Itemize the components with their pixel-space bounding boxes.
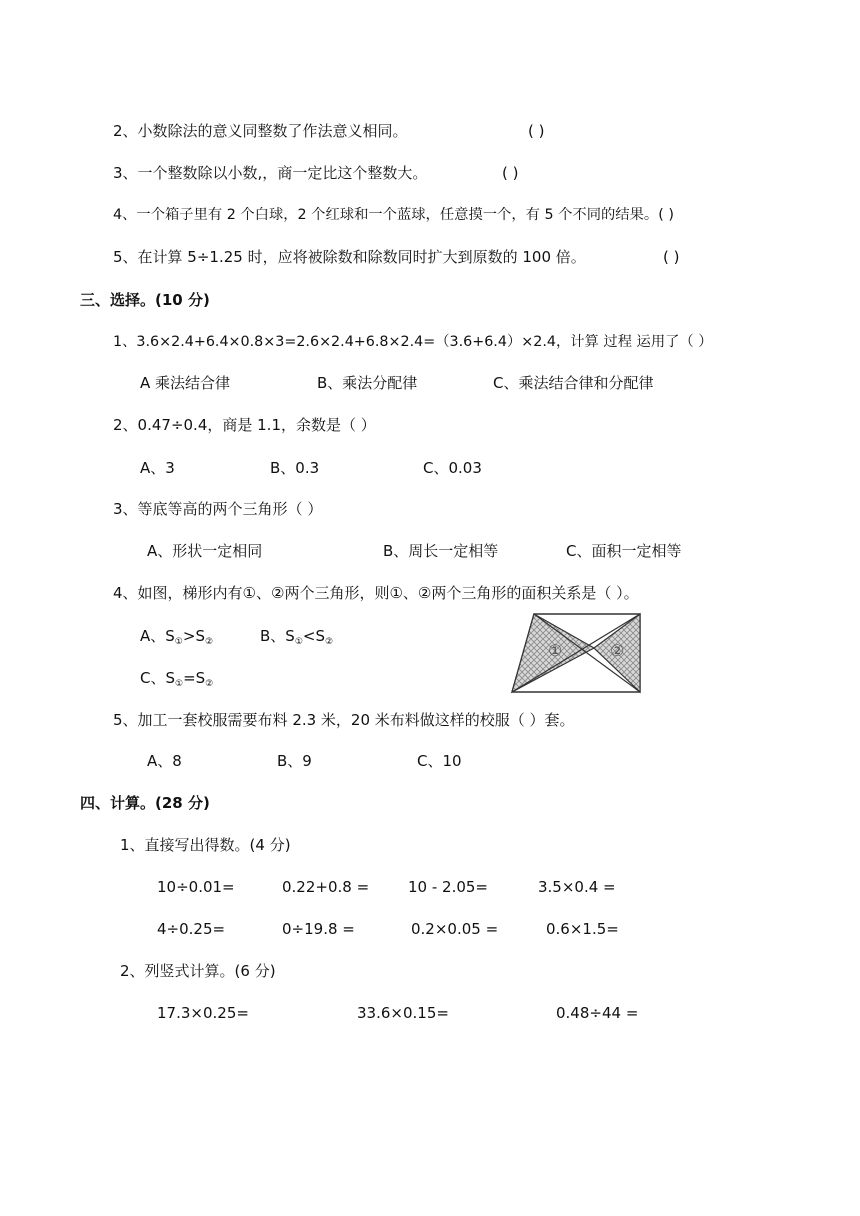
- choice-option-a[interactable]: [140, 626, 213, 652]
- calc-part-2-title: 2、列竖式计算。(6 分): [120, 962, 276, 980]
- subscript-2: ②: [324, 637, 334, 647]
- section-title-calc: 四、计算。(28 分): [80, 794, 210, 812]
- calc-part-1-title: 1、直接写出得数。(4 分): [120, 836, 291, 854]
- choice-option-c[interactable]: C、乘法结合律和分配律: [493, 374, 654, 392]
- choice-option-b[interactable]: B、周长一定相等: [383, 542, 499, 560]
- option-b-s: B、S: [260, 627, 295, 645]
- section-title-choice: 三、选择。(10 分): [80, 291, 210, 309]
- choice-question-1: 1、3.6×2.4+6.4×0.8×3=2.6×2.4+6.8×2.4=（3.6+6.4）×2.4，计算 过程 运用了（ ）: [113, 334, 713, 350]
- option-b-rel: <S: [302, 627, 325, 645]
- calc-item[interactable]: 3.5×0.4 =: [538, 878, 616, 896]
- choice-question-5: 5、加工一套校服需要布料 2.3 米，20 米布料做这样的校服（ ）套。: [113, 711, 575, 729]
- judge-question-3: 3、一个整数除以小数,，商一定比这个整数大。: [113, 164, 428, 182]
- answer-paren[interactable]: ( ): [528, 122, 545, 140]
- subscript-2: ②: [205, 679, 214, 689]
- option-c-s: C、S: [140, 669, 175, 687]
- choice-option-a[interactable]: A、形状一定相同: [147, 542, 263, 560]
- calc-item[interactable]: 0.6×1.5=: [546, 920, 619, 938]
- choice-option-b[interactable]: B、乘法分配律: [317, 374, 418, 392]
- choice-option-b[interactable]: B、0.3: [270, 459, 320, 477]
- figure-label-1: ①: [548, 641, 563, 660]
- choice-option-a[interactable]: A 乘法结合律: [140, 374, 231, 392]
- answer-paren[interactable]: ( ): [502, 164, 519, 182]
- choice-option-c[interactable]: C、0.03: [423, 459, 482, 477]
- calc-item[interactable]: 33.6×0.15=: [357, 1004, 449, 1022]
- calc-item[interactable]: 10 - 2.05=: [408, 878, 489, 896]
- subscript-1: ①: [294, 637, 303, 647]
- figure-label-2: ②: [610, 641, 625, 660]
- calc-item[interactable]: 4÷0.25=: [157, 920, 226, 938]
- calc-item[interactable]: 0.48÷44 =: [556, 1004, 639, 1022]
- choice-option-c[interactable]: C、10: [417, 752, 462, 770]
- judge-question-5: 5、在计算 5÷1.25 时，应将被除数和除数同时扩大到原数的 100 倍。: [113, 248, 586, 266]
- choice-option-b[interactable]: [260, 626, 333, 652]
- calc-item[interactable]: 0.2×0.05 =: [411, 920, 499, 938]
- option-a-rel: >S: [182, 627, 205, 645]
- choice-question-4: 4、如图，梯形内有①、②两个三角形，则①、②两个三角形的面积关系是（ ）。: [113, 584, 639, 602]
- subscript-1: ①: [175, 679, 184, 689]
- option-a-s: A、S: [140, 627, 175, 645]
- answer-paren[interactable]: ( ): [663, 248, 680, 266]
- judge-question-4: 4、一个箱子里有 2 个白球，2 个红球和一个蓝球，任意摸一个，有 5 个不同的结果。( ): [113, 207, 674, 223]
- calc-item[interactable]: 17.3×0.25=: [157, 1004, 249, 1022]
- judge-question-2: 2、小数除法的意义同整数了作法意义相同。: [113, 122, 408, 140]
- choice-question-2: 2、0.47÷0.4，商是 1.1，余数是（ ）: [113, 416, 376, 434]
- choice-option-b[interactable]: B、9: [277, 752, 312, 770]
- choice-option-a[interactable]: A、8: [147, 752, 182, 770]
- calc-item[interactable]: 0.22+0.8 =: [282, 878, 370, 896]
- subscript-1: ①: [174, 637, 183, 647]
- choice-question-3: 3、等底等高的两个三角形（ ）: [113, 500, 323, 518]
- subscript-2: ②: [204, 637, 214, 647]
- trapezoid-figure: [510, 612, 642, 694]
- choice-option-c[interactable]: C、面积一定相等: [566, 542, 682, 560]
- calc-item[interactable]: 0÷19.8 =: [282, 920, 355, 938]
- calc-item[interactable]: 10÷0.01=: [157, 878, 235, 896]
- choice-option-a[interactable]: A、3: [140, 459, 175, 477]
- option-c-rel: =S: [183, 669, 206, 687]
- choice-option-c[interactable]: [140, 668, 213, 694]
